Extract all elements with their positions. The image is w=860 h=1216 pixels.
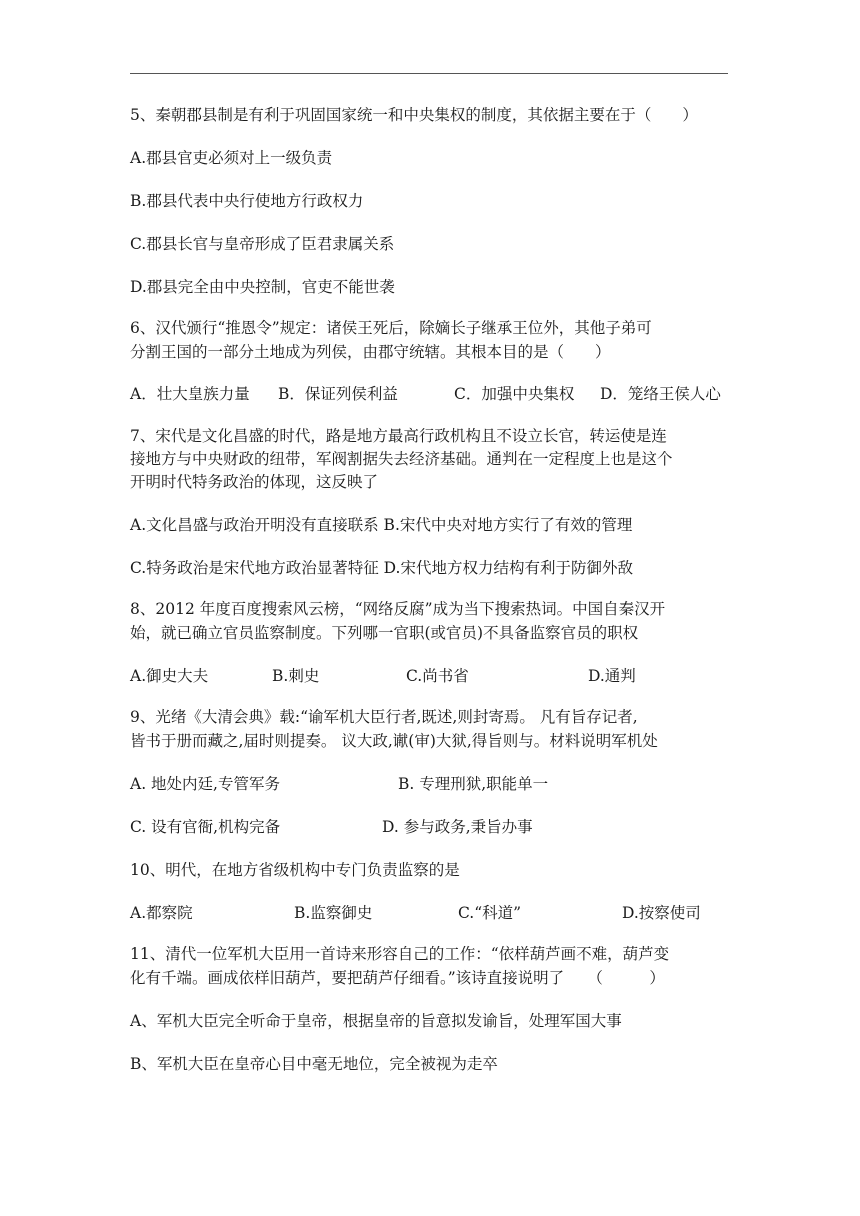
- q6-options-row: [130, 384, 730, 404]
- q6-stem-line-1: 6、汉代颁行“推恩令”规定：诸侯王死后，除嫡长子继承王位外，其他子弟可: [130, 319, 652, 337]
- q6-stem-line-2: 分割王国的一部分土地成为列侯，由郡守统辖。其根本目的是（ ）: [130, 343, 611, 361]
- q11-option-a: A、军机大臣完全听命于皇帝，根据皇帝的旨意拟发谕旨，处理军国大事: [130, 1012, 622, 1030]
- q6-option-a: A．壮大皇族力量: [130, 385, 250, 403]
- q8-option-d: D.通判: [588, 667, 636, 685]
- q10-option-a: A.都察院: [130, 904, 193, 922]
- q8-option-b: B.刺史: [272, 667, 320, 685]
- q5-option-a: A.郡县官吏必须对上一级负责: [130, 149, 333, 167]
- q9-option-c: C. 设有官衙,机构完备: [130, 818, 281, 836]
- q5-option-d: D.郡县完全由中央控制，官吏不能世袭: [130, 278, 395, 296]
- q11-stem-line-1: 11、清代一位军机大臣用一首诗来形容自己的工作：“依样葫芦画不难，葫芦变: [130, 945, 670, 963]
- q10-option-b: B.监察御史: [294, 904, 373, 922]
- q9-option-d: D. 参与政务,秉旨办事: [382, 818, 533, 836]
- q7-stem-line-1: 7、宋代是文化昌盛的时代，路是地方最高行政机构且不设立长官，转运使是连: [130, 427, 667, 445]
- q8-option-a: A.御史大夫: [130, 667, 209, 685]
- q11-stem-line-2: 化有千端。画成依样旧葫芦，要把葫芦仔细看。”该诗直接说明了 （ ）: [130, 969, 665, 987]
- q6-option-d: D．笼络王侯人心: [600, 385, 721, 403]
- q10-option-d: D.按察使司: [622, 904, 701, 922]
- q9-options-row-2: [130, 817, 730, 837]
- q11-option-b: B、军机大臣在皇帝心目中毫无地位，完全被视为走卒: [130, 1055, 498, 1073]
- q8-option-c: C.尚书省: [406, 667, 469, 685]
- q8-stem-line-1: 8、2012 年度百度搜索风云榜，“网络反腐”成为当下搜索热词。中国自秦汉开: [130, 600, 666, 618]
- q9-option-a: A. 地处内廷,专管军务: [130, 775, 280, 793]
- header-rule: [130, 73, 728, 74]
- q6-option-b: B．保证列侯利益: [278, 385, 398, 403]
- q6-option-c: C．加强中央集权: [454, 385, 575, 403]
- q5-option-c: C.郡县长官与皇帝形成了臣君隶属关系: [130, 235, 395, 253]
- q10-option-c: C.“科道”: [458, 904, 522, 922]
- q7-options-ab: A.文化昌盛与政治开明没有直接联系 B.宋代中央对地方实行了有效的管理: [130, 516, 633, 534]
- q9-stem-line-1: 9、光绪《大清会典》载:“谕军机大臣行者,既述,则封寄焉。 凡有旨存记者,: [130, 708, 638, 726]
- q8-options-row: [130, 666, 730, 686]
- q8-stem-line-2: 始，就已确立官员监察制度。下列哪一官职(或官员)不具备监察官员的职权: [130, 624, 639, 642]
- q10-stem-line-1: 10、明代，在地方省级机构中专门负责监察的是: [130, 861, 460, 879]
- q9-stem-line-2: 皆书于册而藏之,届时则提奏。 议大政,谳(审)大狱,得旨则与。材料说明军机处: [130, 732, 658, 750]
- q5-stem-line-1: 5、秦朝郡县制是有利于巩固国家统一和中央集权的制度，其依据主要在于（ ）: [130, 106, 698, 124]
- q10-options-row: [130, 903, 730, 923]
- q7-stem-line-2: 接地方与中央财政的纽带，军阀割据失去经济基础。通判在一定程度上也是这个: [130, 450, 673, 468]
- q9-option-b: B. 专理刑狱,职能单一: [398, 775, 549, 793]
- q9-options-row-1: [130, 774, 730, 794]
- q7-options-cd: C.特务政治是宋代地方政治显著特征 D.宋代地方权力结构有利于防御外敌: [130, 559, 633, 577]
- q5-option-b: B.郡县代表中央行使地方行政权力: [130, 192, 364, 210]
- q7-stem-line-3: 开明时代特务政治的体现，这反映了: [130, 473, 379, 491]
